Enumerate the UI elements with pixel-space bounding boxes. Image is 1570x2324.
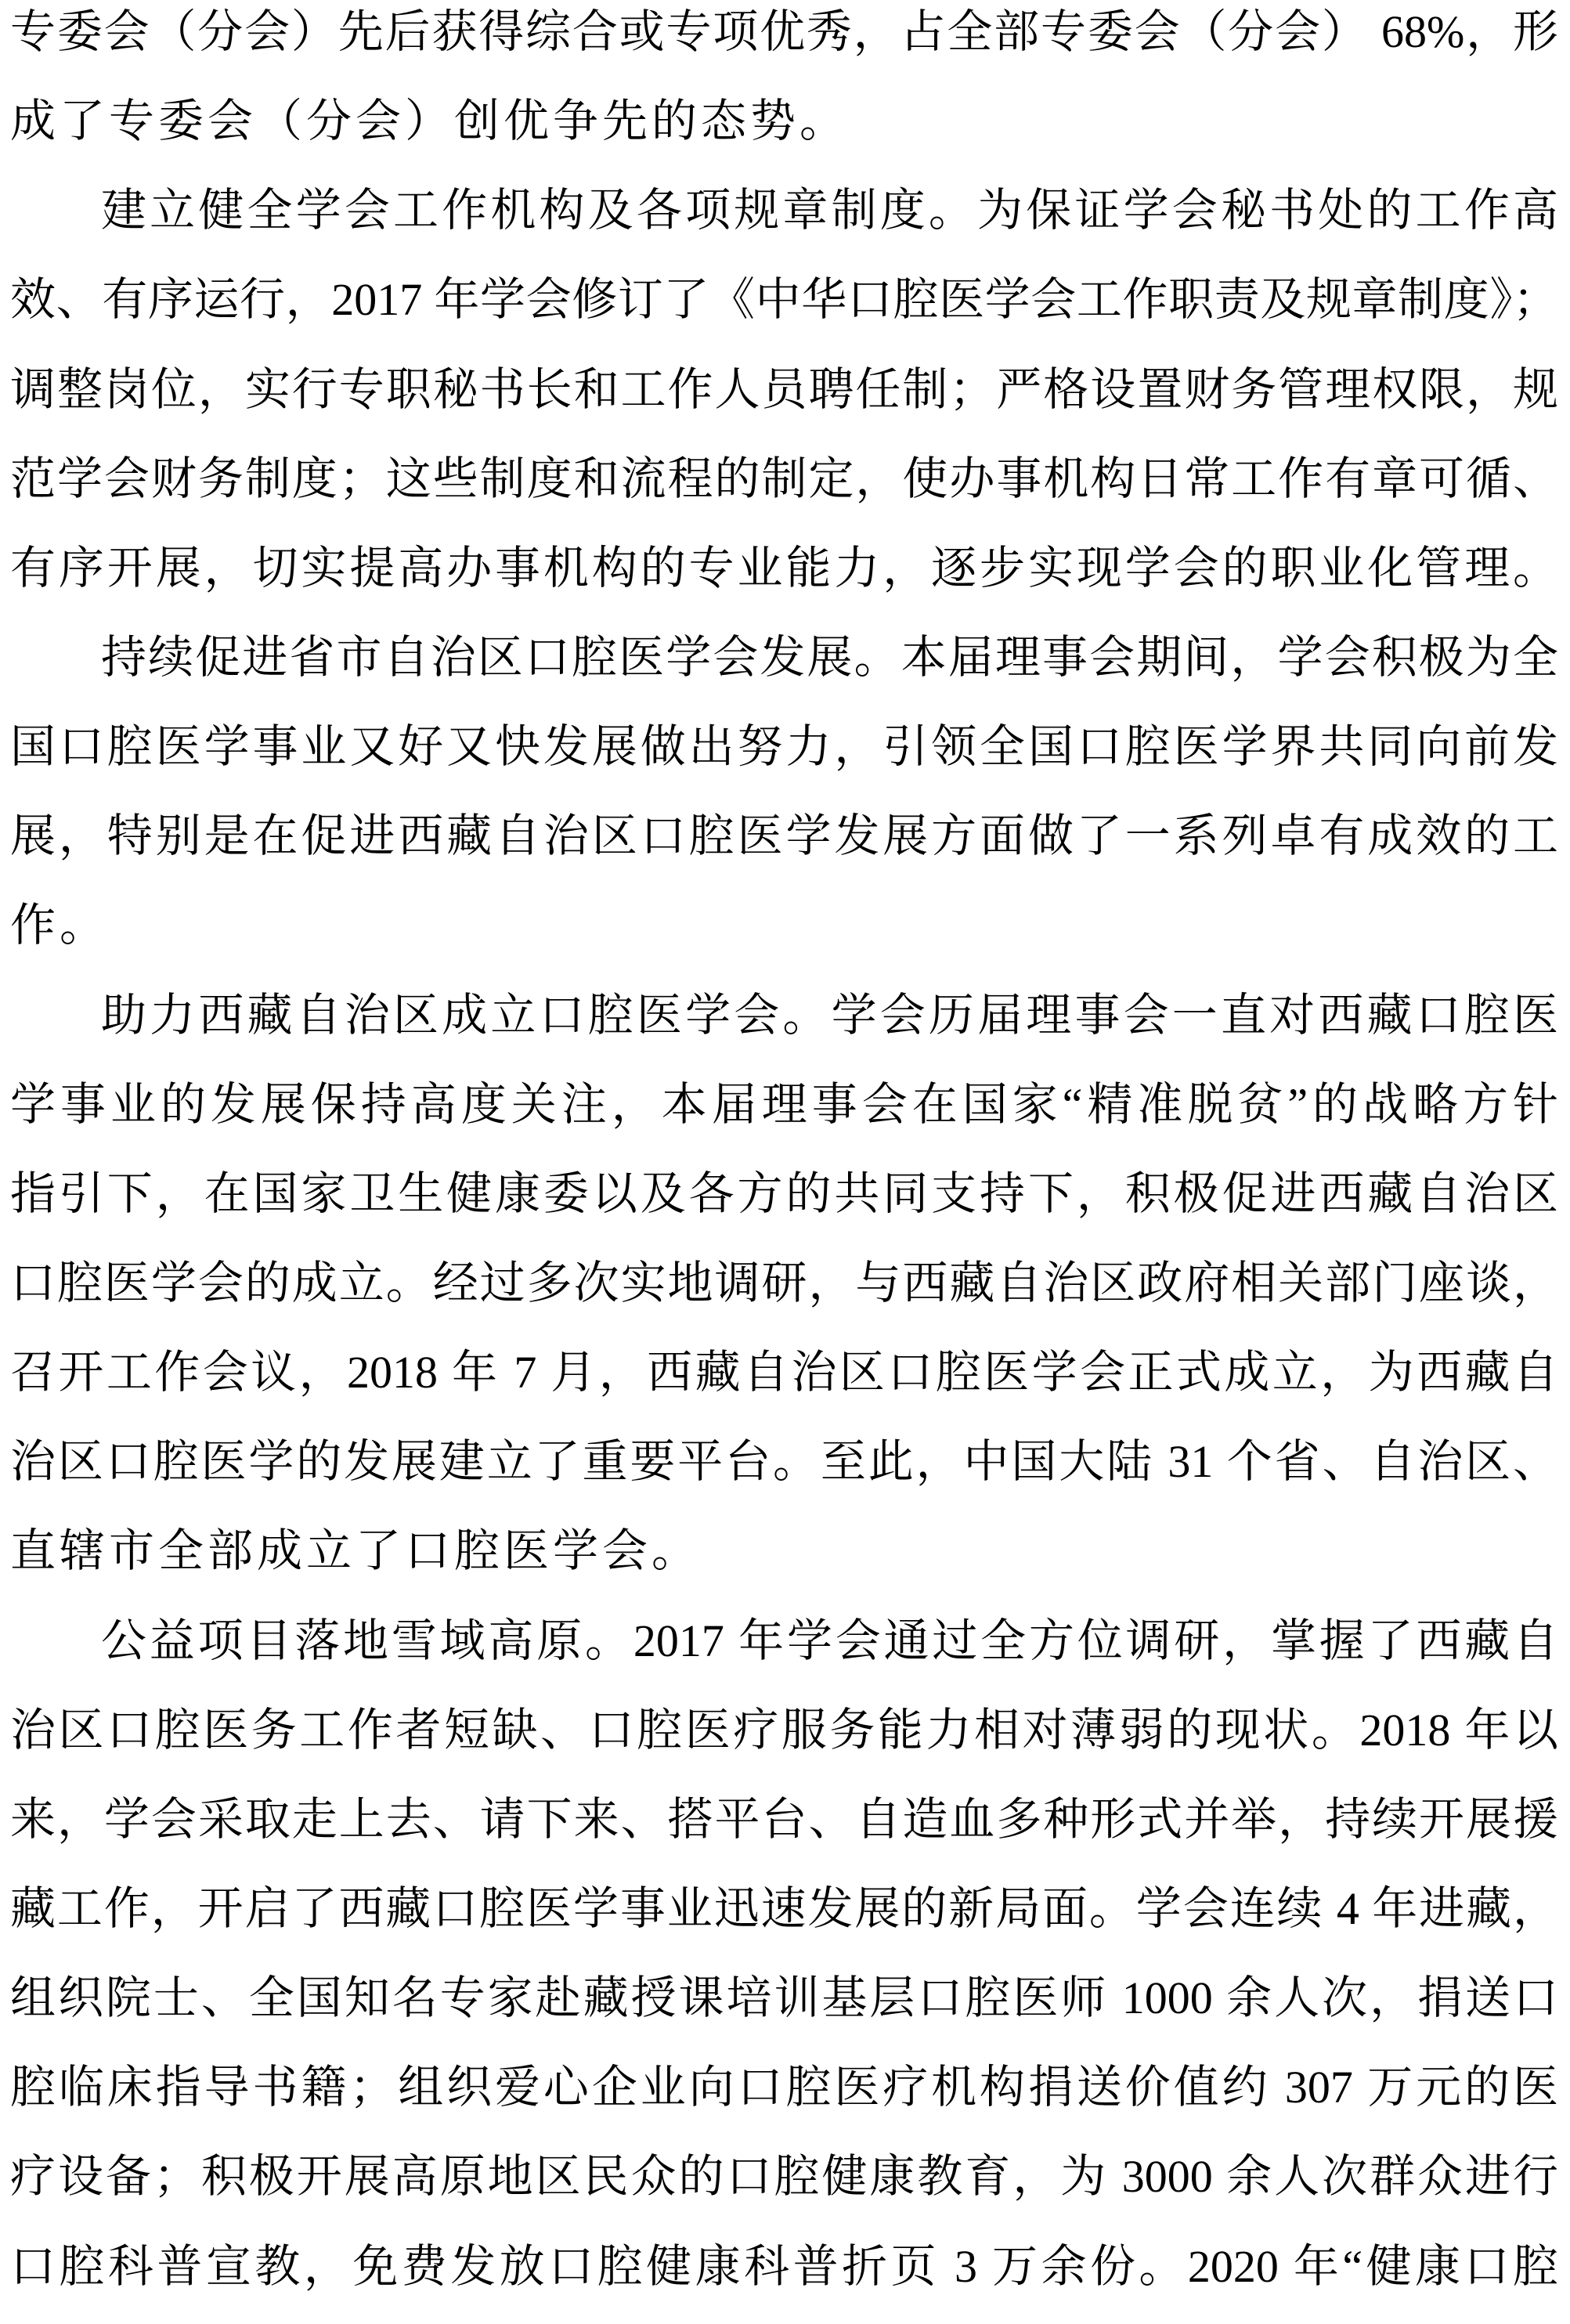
text-line: 召开工作会议，2018 年 7 月，西藏自治区口腔医学会正式成立，为西藏自 <box>10 1347 1558 1398</box>
text-line: 作。 <box>10 900 110 951</box>
text-line: 腔临床指导书籍；组织爱心企业向口腔医疗机构捐送价值约 307 万元的医 <box>10 2062 1558 2113</box>
text-line: 治区口腔医学的发展建立了重要平台。至此，中国大陆 31 个省、自治区、 <box>10 1436 1558 1488</box>
document-text-block <box>10 0 1558 2311</box>
text-line: 成了专委会（分会）创优争先的态势。 <box>10 96 850 147</box>
text-line: 口腔医学会的成立。经过多次实地调研，与西藏自治区政府相关部门座谈， <box>10 1257 1558 1308</box>
text-line: 建立健全学会工作机构及各项规章制度。为保证学会秘书处的工作高 <box>101 185 1558 236</box>
text-line: 组织院士、全国知名专家赴藏授课培训基层口腔医师 1000 余人次，捐送口 <box>10 1972 1558 2024</box>
text-line: 国口腔医学事业又好又快发展做出努力，引领全国口腔医学界共同向前发 <box>10 721 1558 773</box>
text-line: 范学会财务制度；这些制度和流程的制定，使办事机构日常工作有章可循、 <box>10 453 1558 504</box>
text-line: 直辖市全部成立了口腔医学会。 <box>10 1525 702 1577</box>
text-line: 学事业的发展保持高度关注，本届理事会在国家“精准脱贫”的战略方针 <box>10 1078 1558 1130</box>
text-line: 藏工作，开启了西藏口腔医学事业迅速发展的新局面。学会连续 4 年进藏， <box>10 1882 1558 1934</box>
text-line: 助力西藏自治区成立口腔医学会。学会历届理事会一直对西藏口腔医 <box>101 989 1558 1041</box>
text-line: 持续促进省市自治区口腔医学会发展。本届理事会期间，学会积极为全 <box>101 631 1558 683</box>
text-line: 治区口腔医务工作者短缺、口腔医疗服务能力相对薄弱的现状。2018 年以 <box>10 1704 1558 1756</box>
text-line: 展，特别是在促进西藏自治区口腔医学发展方面做了一系列卓有成效的工 <box>10 810 1558 862</box>
text-line: 有序开展，切实提高办事机构的专业能力，逐步实现学会的职业化管理。 <box>10 542 1558 594</box>
text-line: 效、有序运行，2017 年学会修订了《中华口腔医学会工作职责及规章制度》； <box>10 274 1558 326</box>
text-line: 来，学会采取走上去、请下来、搭平台、自造血多种形式并举，持续开展援 <box>10 1793 1558 1845</box>
text-line: 指引下，在国家卫生健康委以及各方的共同支持下，积极促进西藏自治区 <box>10 1167 1558 1219</box>
text-line: 公益项目落地雪域高原。2017 年学会通过全方位调研，掌握了西藏自 <box>101 1615 1558 1666</box>
text-line: 专委会（分会）先后获得综合或专项优秀，占全部专委会（分会） 68%，形 <box>10 6 1558 57</box>
text-line: 调整岗位，实行专职秘书长和工作人员聘任制；严格设置财务管理权限，规 <box>10 363 1558 415</box>
text-line: 疗设备；积极开展高原地区民众的口腔健康教育，为 3000 余人次群众进行 <box>10 2151 1558 2203</box>
text-line: 口腔科普宣教，免费发放口腔健康科普折页 3 万余份。2020 年“健康口腔 <box>10 2240 1558 2292</box>
